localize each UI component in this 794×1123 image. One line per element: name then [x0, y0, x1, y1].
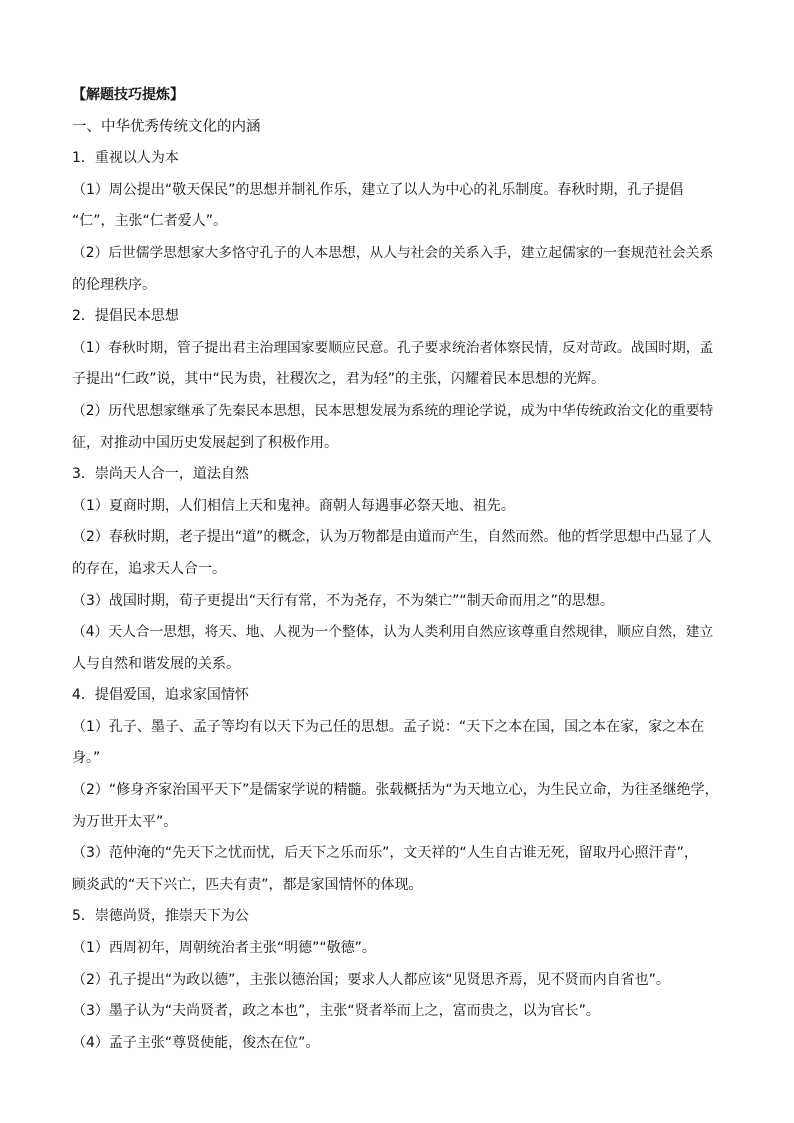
- paragraph-line: （3）墨子认为“夫尚贤者，政之本也”，主张“贤者举而上之，富而贵之，以为官长”。: [72, 1003, 600, 1020]
- paragraph-line: “仁”，主张“仁者爱人”。: [72, 213, 228, 230]
- block-title: 1．重视以人为本: [72, 150, 179, 167]
- block-3: [72, 459, 724, 680]
- paragraph-line: 的伦理秩序。: [72, 276, 156, 293]
- tips-header: 【解题技巧提炼】: [72, 87, 184, 103]
- paragraph-line: 征，对推动中国历史发展起到了积极作用。: [72, 434, 338, 451]
- block-2: [72, 301, 724, 459]
- document-body: [72, 80, 724, 1059]
- paragraph-line: 顾炎武的“天下兴亡，匹夫有责”，都是家国情怀的体现。: [72, 876, 423, 893]
- paragraph-line: （3）战国时期，荀子更提出“天行有常，不为尧存，不为桀亡”“制天命而用之”的思想。: [72, 592, 614, 609]
- paragraph-line: 人与自然和谐发展的关系。: [72, 655, 240, 672]
- block-1: [72, 143, 724, 301]
- paragraph-line: （1）西周初年，周朝统治者主张“明德”“敬德”。: [72, 940, 376, 957]
- paragraph-line: （2）孔子提出“为政以德”，主张以德治国；要求人人都应该“见贤思齐焉，见不贤而内自省也”。: [72, 971, 670, 988]
- block-5: [72, 901, 724, 1059]
- paragraph-line: （2）春秋时期，老子提出“道”的概念，认为万物都是由道而产生，自然而然。他的哲学思想中凸显了人: [72, 529, 712, 546]
- paragraph-line: （1）夏商时期，人们相信上天和鬼神。商朝人每遇事必祭天地、祖先。: [72, 497, 515, 514]
- paragraph-line: （2）“修身齐家治国平天下”是儒家学说的精髓。张载概括为“为天地立心，为生民立命，为往圣继绝学，: [72, 782, 719, 799]
- block-4: [72, 680, 724, 901]
- paragraph-line: 身。”: [72, 750, 101, 767]
- block-title: 4．提倡爱国，追求家国情怀: [72, 687, 249, 704]
- paragraph-line: （3）范仲淹的“先天下之忧而忧，后天下之乐而乐”，文天祥的“人生自古谁无死，留取丹心照汗青”，: [72, 845, 698, 862]
- section-title: 一、中华优秀传统文化的内涵: [72, 118, 261, 135]
- paragraph-line: （1）春秋时期，管子提出君主治理国家要顺应民意。孔子要求统治者体察民情，反对苛政。战国时期，孟: [72, 339, 714, 356]
- paragraph-line: （1）孔子、墨子、孟子等均有以天下为己任的思想。孟子说：“天下之本在国，国之本在家，家之本在: [72, 718, 705, 735]
- paragraph-line: （1）周公提出“敬天保民”的思想并制礼作乐，建立了以人为中心的礼乐制度。春秋时期，孔子提倡: [72, 181, 684, 198]
- paragraph-line: （4）孟子主张“尊贤使能，俊杰在位”。: [72, 1034, 320, 1051]
- block-title: 5．崇德尚贤，推崇天下为公: [72, 908, 249, 925]
- paragraph-line: （2）历代思想家继承了先秦民本思想，民本思想发展为系统的理论学说，成为中华传统政治文化的重要特: [72, 402, 714, 419]
- paragraph-line: （2）后世儒学思想家大多恪守孔子的人本思想，从人与社会的关系入手，建立起儒家的一套规范社会关系: [72, 244, 714, 261]
- block-title: 2．提倡民本思想: [72, 308, 179, 325]
- paragraph-line: （4）天人合一思想，将天、地、人视为一个整体，认为人类利用自然应该尊重自然规律，顺应自然，建立: [72, 624, 714, 641]
- paragraph-line: 的存在，追求天人合一。: [72, 560, 226, 577]
- paragraph-line: 子提出“仁政”说，其中“民为贵，社稷次之，君为轻”的主张，闪耀着民本思想的光辉。: [72, 371, 606, 388]
- block-title: 3．崇尚天人合一，道法自然: [72, 466, 249, 483]
- paragraph-line: 为万世开太平”。: [72, 813, 178, 830]
